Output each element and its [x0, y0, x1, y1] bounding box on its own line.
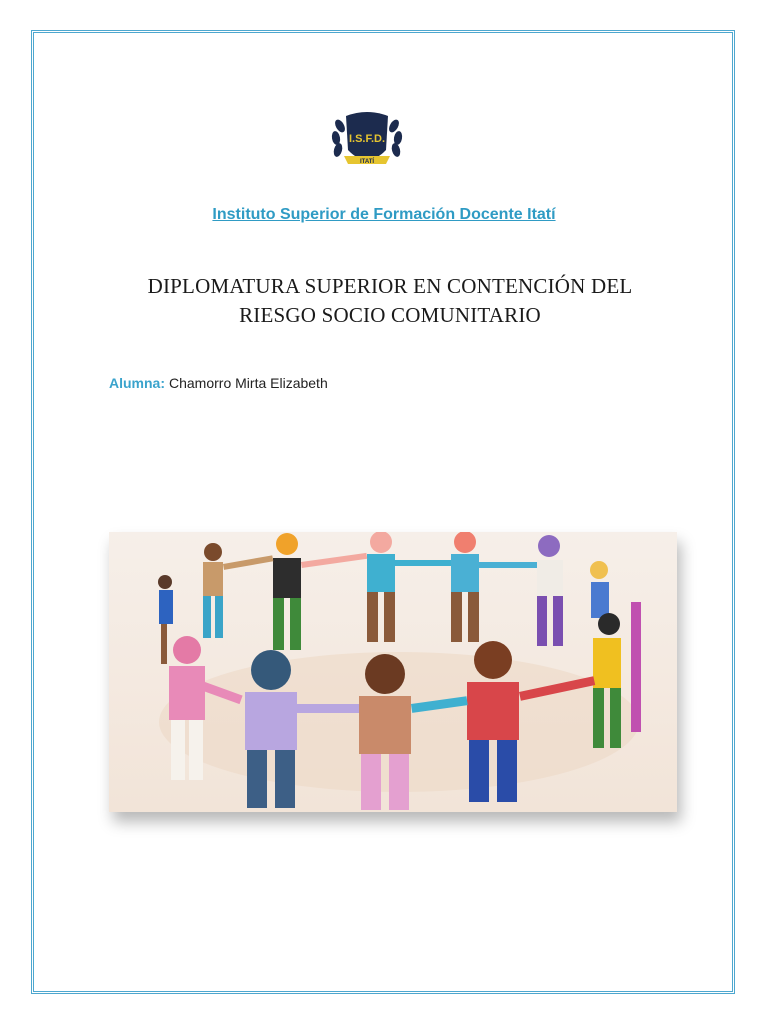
institute-logo — [322, 104, 412, 182]
title-line-1: DIPLOMATURA SUPERIOR EN CONTENCIÓN DEL — [147, 274, 633, 298]
paper-people-circle-image — [109, 532, 677, 812]
student-label: Alumna: — [109, 375, 165, 391]
document-title — [100, 272, 680, 330]
student-name: Chamorro Mirta Elizabeth — [169, 375, 328, 391]
logo-initials: I.S.F.D. — [348, 133, 386, 145]
title-line-2: RIESGO SOCIO COMUNITARIO — [239, 303, 541, 327]
institute-name: Instituto Superior de Formación Docente Itatí — [212, 206, 556, 223]
logo-ribbon-text: ITATÍ — [359, 159, 375, 165]
student-line — [109, 375, 328, 391]
